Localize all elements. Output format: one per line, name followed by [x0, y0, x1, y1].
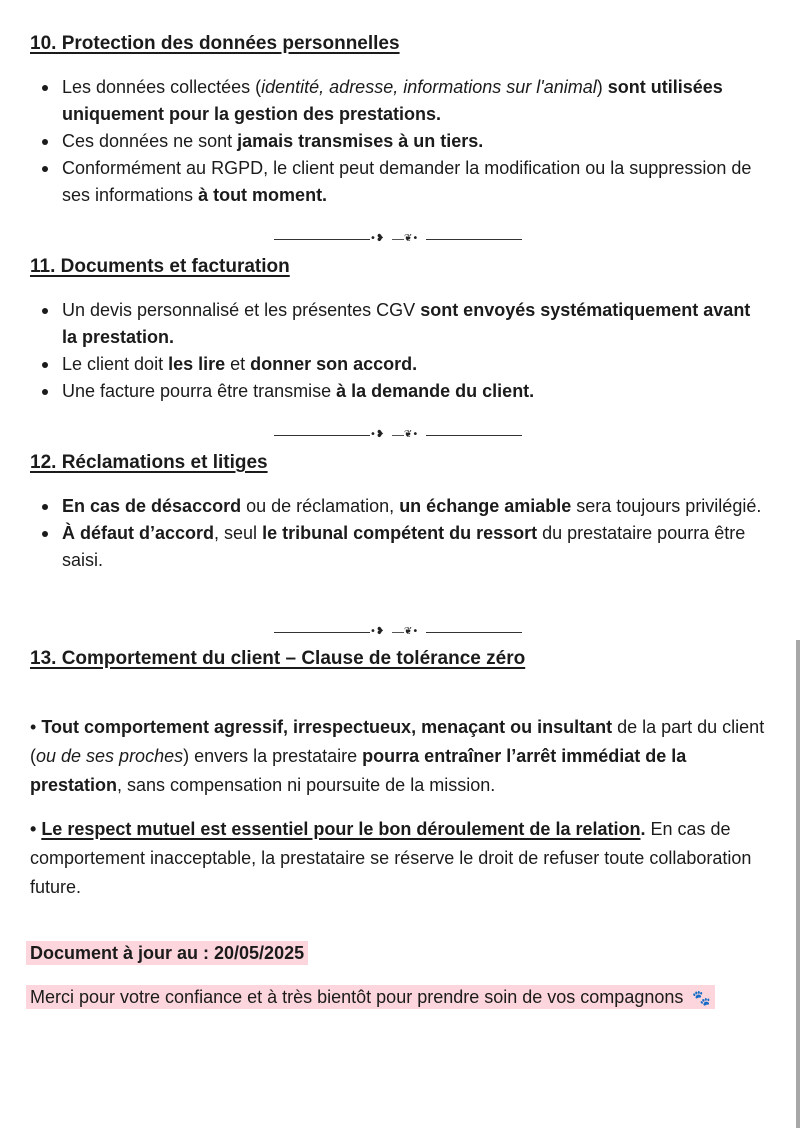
section-11	[30, 253, 770, 405]
list-item	[30, 128, 770, 155]
list-item	[30, 493, 770, 520]
list-item	[30, 520, 770, 574]
date-highlight: Document à jour au : 20/05/2025	[26, 941, 308, 965]
text: )	[596, 77, 608, 97]
divider-line	[274, 632, 370, 633]
ornamental-divider	[274, 428, 522, 442]
paragraph-mutual-respect	[30, 815, 766, 902]
text: , seul	[214, 523, 263, 543]
bold-underlined-text: Le respect mutuel est essentiel pour le bon déroulement de la relation	[41, 819, 641, 839]
divider-line	[426, 435, 522, 436]
flourish-icon: •❥	[370, 626, 385, 637]
bold-text: sont envoyés systématiquement avant la prestation.	[62, 300, 751, 347]
text: Le client doit	[62, 354, 169, 374]
list-item	[30, 351, 770, 378]
list-item	[30, 297, 770, 351]
text: du prestataire pourra être saisi.	[62, 523, 746, 570]
text: En cas de comportement inacceptable, la prestataire se réserve le droit de refuser toute collaboration future.	[30, 819, 752, 897]
flourish-icon: ❦•	[404, 233, 419, 244]
ornamental-divider	[274, 232, 522, 246]
section-13	[30, 645, 766, 673]
section-title: 12. Réclamations et litiges	[30, 452, 268, 473]
divider-line	[392, 632, 404, 633]
text: et	[225, 354, 251, 374]
flourish-icon: •❥	[370, 429, 385, 440]
italic-text: identité, adresse, informations sur l'animal	[261, 77, 597, 97]
text: Une facture pourra être transmise	[62, 381, 337, 401]
flourish-icon: ❦•	[404, 429, 419, 440]
italic-text: ou de ses proches	[36, 746, 184, 766]
thanks-highlight	[26, 985, 715, 1009]
text: ou de réclamation,	[241, 496, 400, 516]
section-title: 11. Documents et facturation	[30, 256, 290, 277]
text: Conformément au RGPD, le client peut demander la modification ou la suppression de ses informations	[62, 158, 752, 205]
bold-text: jamais transmises à un tiers.	[237, 131, 484, 151]
document-date	[30, 940, 308, 967]
bold-text: .	[640, 819, 646, 839]
bullet-list	[30, 297, 770, 405]
bold-text: à tout moment.	[198, 185, 328, 205]
bold-text: les lire	[168, 354, 226, 374]
text: sera toujours privilégié.	[571, 496, 762, 516]
bold-text: sont utilisées uniquement pour la gestion des prestations.	[62, 77, 723, 124]
section-10	[30, 30, 770, 209]
paragraph-zero-tolerance	[30, 713, 766, 800]
divider-line	[426, 632, 522, 633]
bold-text: •	[30, 819, 42, 839]
divider-line	[274, 435, 370, 436]
bold-text: un échange amiable	[399, 496, 572, 516]
ornamental-divider	[274, 625, 522, 639]
text: Les données collectées (	[62, 77, 262, 97]
list-item	[30, 378, 770, 405]
bullet-list	[30, 74, 770, 209]
bold-text: donner son accord.	[250, 354, 418, 374]
divider-line	[274, 239, 370, 240]
scrollbar[interactable]	[796, 640, 800, 1128]
divider-line	[392, 435, 404, 436]
flourish-icon: ❦•	[404, 626, 419, 637]
list-item	[30, 74, 770, 128]
bold-text: En cas de désaccord	[62, 496, 242, 516]
paw-prints-icon: 🐾	[692, 989, 712, 1007]
divider-line	[426, 239, 522, 240]
text: Un devis personnalisé et les présentes CGV	[62, 300, 421, 320]
flourish-icon: •❥	[370, 233, 385, 244]
text: ) envers la prestataire	[183, 746, 363, 766]
bold-text: le tribunal compétent du ressort	[262, 523, 538, 543]
list-item	[30, 155, 770, 209]
text: de la part du client (	[30, 717, 765, 766]
thanks-text: Merci pour votre confiance et à très bientôt pour prendre soin de vos compagnons	[30, 987, 684, 1007]
text: , sans compensation ni poursuite de la mission.	[117, 775, 496, 795]
divider-line	[392, 239, 404, 240]
bold-text: Tout comportement agressif, irrespectueux, menaçant ou insultant	[41, 717, 613, 737]
bullet-list	[30, 493, 770, 574]
bold-text: à la demande du client.	[336, 381, 535, 401]
section-title: 13. Comportement du client – Clause de tolérance zéro	[30, 648, 526, 669]
section-12	[30, 449, 770, 574]
section-title: 10. Protection des données personnelles	[30, 33, 400, 54]
bold-text: pourra entraîner l’arrêt immédiat de la prestation	[30, 746, 687, 795]
thanks-message	[30, 984, 715, 1012]
text: •	[30, 717, 42, 737]
text: Ces données ne sont	[62, 131, 238, 151]
bold-text: À défaut d’accord	[62, 523, 215, 543]
